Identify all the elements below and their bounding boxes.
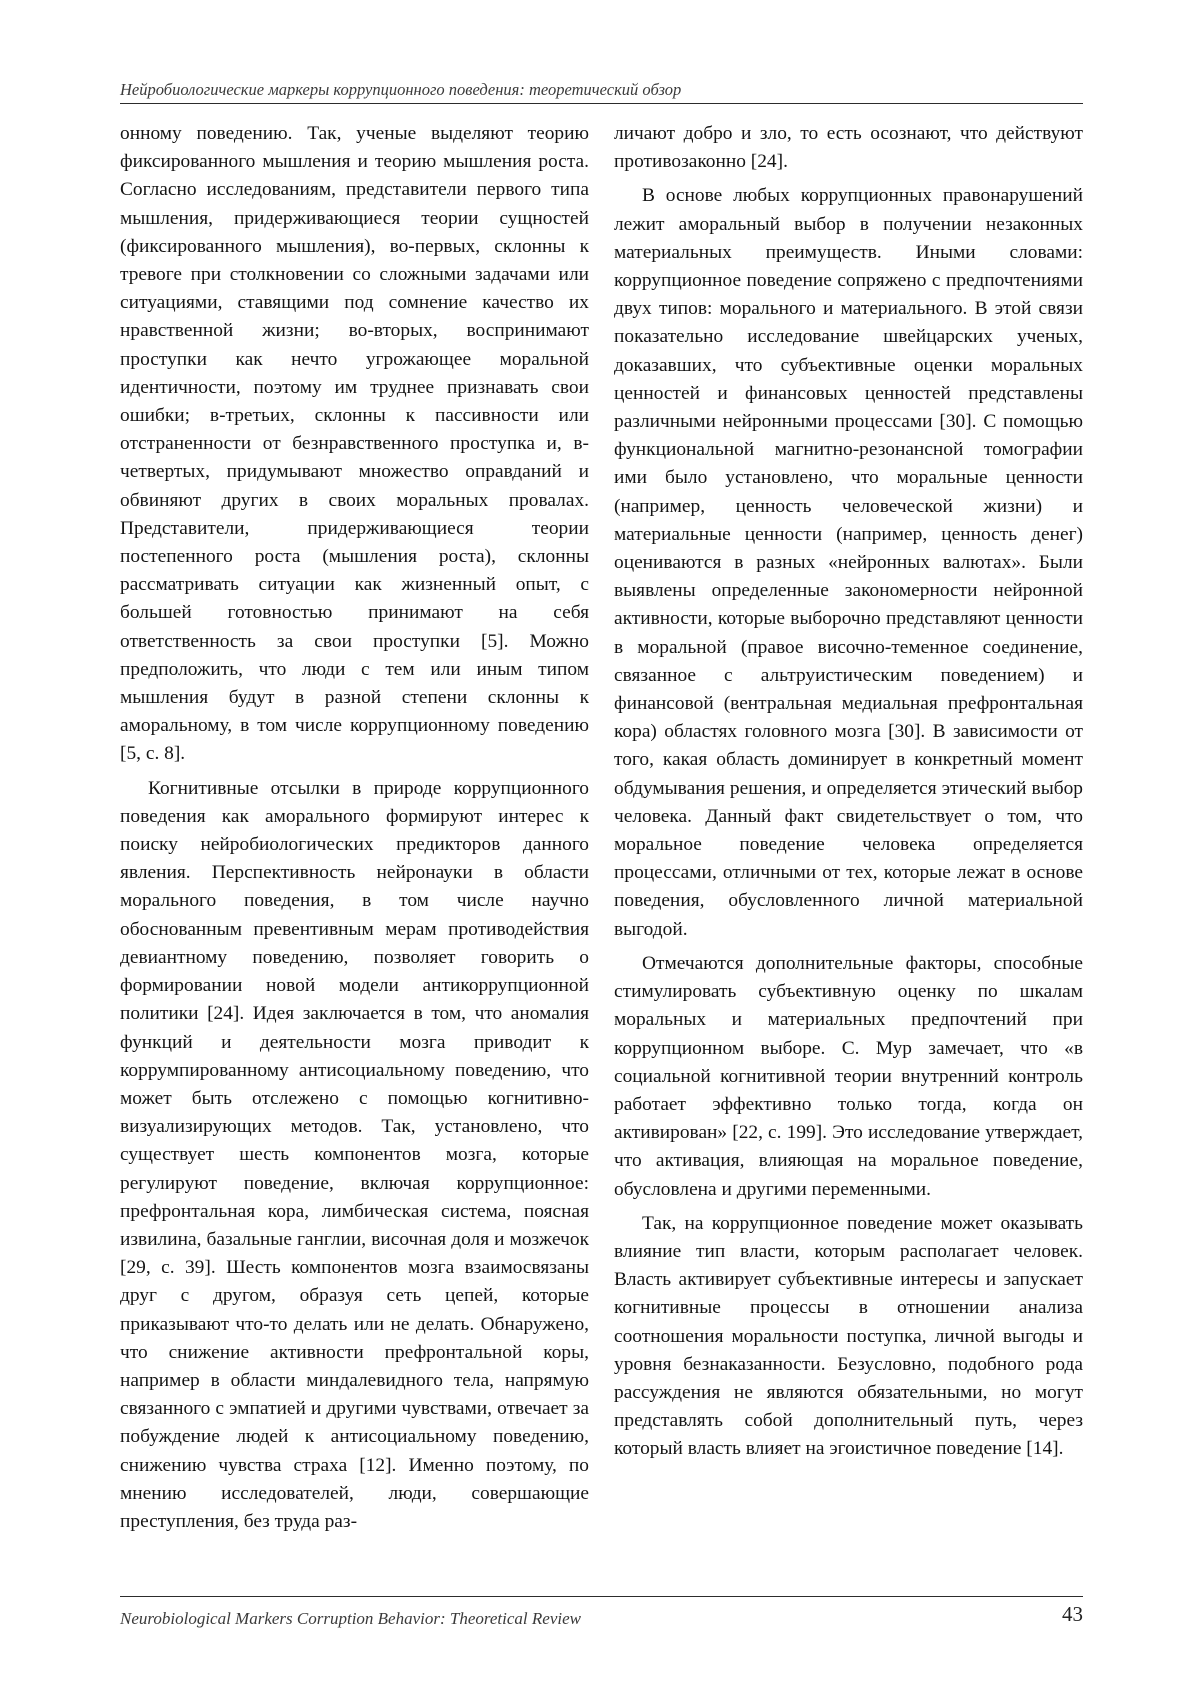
paragraph: Так, на коррупционное поведение может оказывать влияние тип власти, которым располагает человек. Власть активирует субъективные интересы и запускает когнитивные процессы в отношении анализа соотношения моральности поступка, личной выгоды и уровня безнаказанности. Безусловно, подобного рода рассуждения не являются обязательными, но могут представлять собой дополнительный путь, через который власть влияет на эгоистичное поведение [14]. [614,1212,1083,1460]
footer-rule [120,1596,1083,1597]
running-head: Нейробиологические маркеры коррупционного поведения: теоретический обзор [120,80,682,99]
footer-title: Neurobiological Markers Corruption Behavior: Theoretical Review [120,1609,581,1628]
left-column [120,120,589,1536]
paragraph: личают добро и зло, то есть осознают, что действуют противозаконно [24]. [614,123,1083,173]
right-column [614,120,1083,1464]
page-number: 43 [1062,1602,1083,1626]
paragraph: В основе любых коррупционных правонарушений лежит аморальный выбор в получении незаконных материальных преимуществ. Иными словами: коррупционное поведение сопряжено с предпочтениями двух типов: морального и материального. В этой связи показательно исследование швейцарских ученых, доказавших, что субъективные оценки моральных ценностей и финансовых ценностей представлены различными нейронными процессами [30]. С помощью функциональной магнитно-резонансной томографии ими было установлено, что моральные ценности (например, ценность человеческой жизни) и материальные ценности (например, ценность денег) оцениваются в разных «нейронных валютах». Были выявлены определенные закономерности нейронной активности, которые выборочно представляют ценности в моральной (правое височно-теменное соединение, связанное с альтруистическим поведением) и финансовой (вентральная медиальная префронтальная кора) областях головного мозга [30]. В зависимости от того, какая область доминирует в конкретный момент обдумывания решения, и определяется этический выбор человека. Данный факт свидетельствует о том, что моральное поведение человека определяется процессами, отличными от тех, которые лежат в основе поведения, обусловленного личной материальной выгодой. [614,185,1083,940]
paragraph: онному поведению. Так, ученые выделяют теорию фиксированного мышления и теорию мышления роста. Согласно исследованиям, представители первого типа мышления, придерживающиеся теории сущностей (фиксированного мышления), во-первых, склонны к тревоге при столкновении со сложными задачами или ситуациями, ставящими под сомнение качество их нравственной жизни; во-вторых, воспринимают проступки как нечто угрожающее моральной идентичности, поэтому им труднее признавать свои ошибки; в-третьих, склонны к пассивности или отстраненности от безнравственного проступка и, в-четвертых, придумывают множество оправданий и обвиняют других в своих моральных провалах. Представители, придерживающиеся теории постепенного роста (мышления роста), склонны рассматривать ситуации как жизненный опыт, с большей готовностью принимают на себя ответственность за свои проступки [5]. Можно предположить, что люди с тем или иным типом мышления будут в разной степени склонны к аморальному, в том числе коррупционному поведению [5, с. 8]. [120,123,589,765]
paragraph: Когнитивные отсылки в природе коррупционного поведения как аморального формируют интерес к поиску нейробиологических предикторов данного явления. Перспективность нейронауки в области морального поведения, в том числе научно обоснованным превентивным мерам противодействия девиантному поведению, позволяет говорить о формировании новой модели антикоррупционной политики [24]. Идея заключается в том, что аномалия функций и деятельности мозга приводит к коррумпированному антисоциальному поведению, что может быть отслежено с помощью когнитивно-визуализирующих методов. Так, установлено, что существует шесть компонентов мозга, которые регулируют поведение, включая коррупционное: префронтальная кора, лимбическая система, поясная извилина, базальные ганглии, височная доля и мозжечок [29, с. 39]. Шесть компонентов мозга взаимосвязаны друг с другом, образуя сеть цепей, которые приказывают что-то делать или не делать. Обнаружено, что снижение активности префронтальной коры, например в области миндалевидного тела, напрямую связанного с эмпатией и другими чувствами, отвечает за побуждение людей к антисоциальному поведению, снижению чувства страха [12]. Именно поэтому, по мнению исследователей, люди, совершающие преступления, без труда раз- [120,777,589,1532]
paragraph: Отмечаются дополнительные факторы, способные стимулировать субъективную оценку по шкалам моральных и материальных предпочтений при коррупционном выборе. С. Мур замечает, что «в социальной когнитивной теории внутренний контроль работает эффективно только тогда, когда он активирован» [22, с. 199]. Это исследование утверждает, что активация, влияющая на моральное поведение, обусловлена и другими переменными. [614,952,1083,1200]
header-rule [120,103,1083,104]
